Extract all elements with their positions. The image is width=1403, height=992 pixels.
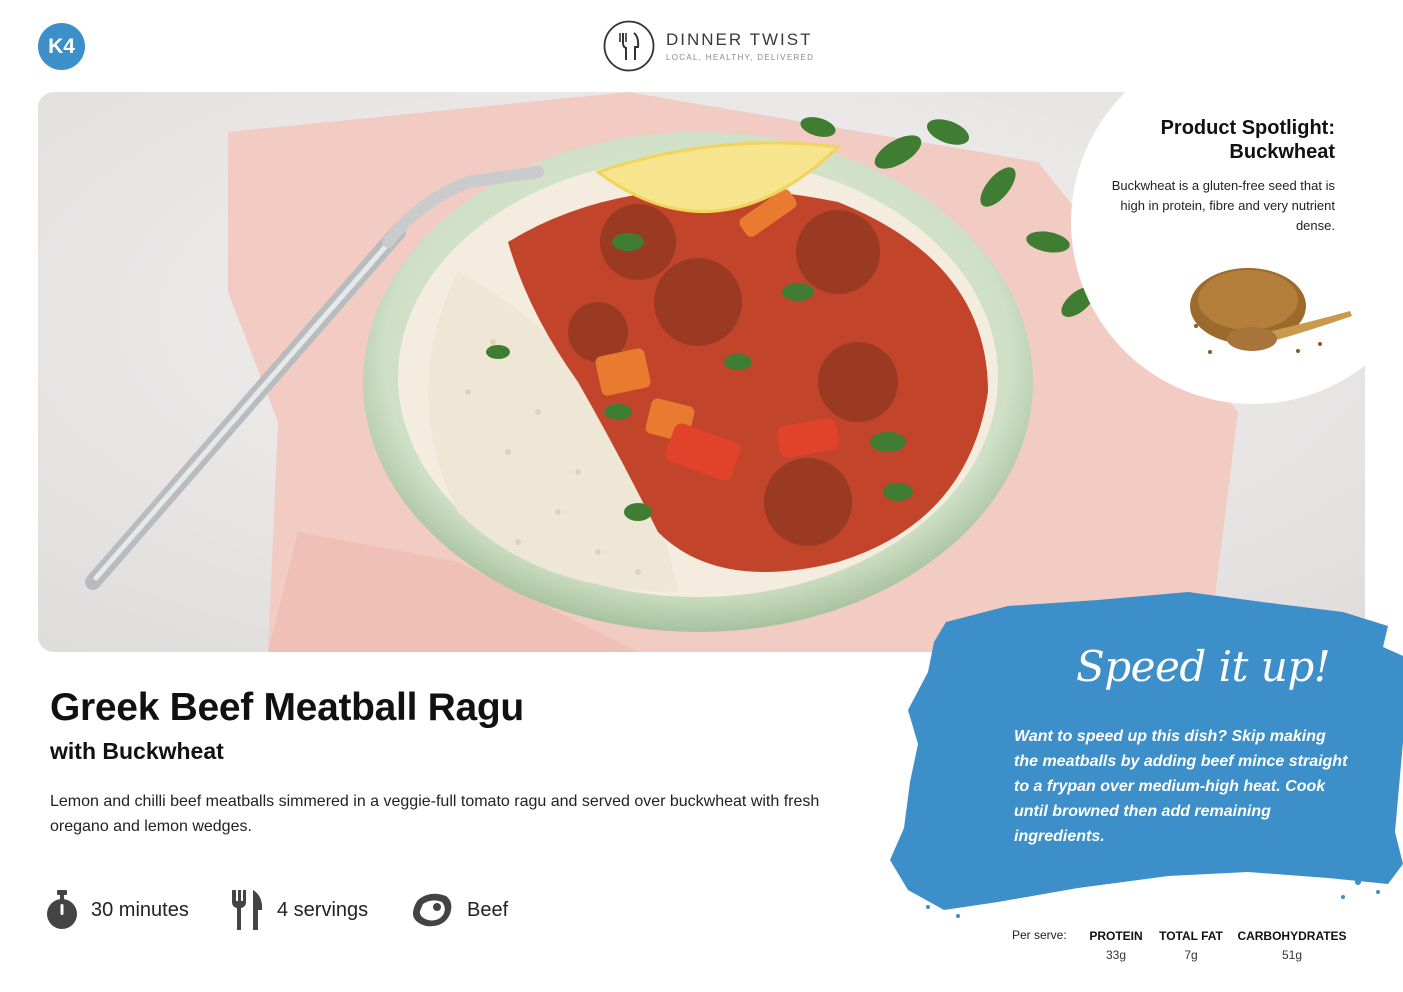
cook-time bbox=[46, 888, 189, 932]
servings-label: 4 servings bbox=[277, 898, 369, 921]
recipe-description: Lemon and chilli beef meatballs simmered in a veggie-full tomato ragu and served over buckwheat with fresh oregano and lemon wedges. bbox=[50, 793, 820, 835]
brand-logo bbox=[603, 20, 814, 72]
cutlery-logo-icon bbox=[603, 20, 655, 72]
recipe-title: Greek Beef Meatball Ragu bbox=[50, 686, 524, 729]
servings bbox=[230, 888, 368, 932]
nutrition-carbohydrates: CARBOHYDRATES 51g bbox=[1237, 929, 1347, 962]
nutrition-protein: PROTEIN 33g bbox=[1089, 929, 1143, 962]
stopwatch-icon bbox=[46, 890, 78, 930]
steak-icon bbox=[410, 890, 454, 930]
spotlight-description: Buckwheat is a gluten-free seed that is high in protein, fibre and very nutrient dense. bbox=[1111, 178, 1335, 233]
protein-type bbox=[410, 888, 508, 932]
brand-tagline: LOCAL, HEALTHY, DELIVERED bbox=[666, 53, 815, 62]
protein-type-label: Beef bbox=[467, 898, 509, 921]
speed-it-up-text: Want to speed up this dish? Skip making the meatballs by adding beef mince straight to a frypan over medium-high heat. Cook until browned then add remaining ingredients. bbox=[1014, 728, 1348, 845]
nutrition-label: Per serve: bbox=[1012, 928, 1067, 942]
recipe-subtitle: with Buckwheat bbox=[50, 738, 224, 764]
buckwheat-image bbox=[1180, 256, 1355, 361]
spotlight-title: Product Spotlight: Buckwheat bbox=[1160, 117, 1335, 163]
cutlery-icon bbox=[230, 890, 264, 930]
nutrition-total-fat: TOTAL FAT 7g bbox=[1159, 929, 1223, 962]
recipe-code-badge: K4 bbox=[38, 23, 85, 70]
cook-time-label: 30 minutes bbox=[91, 898, 189, 921]
brand-name: DINNER TWIST bbox=[666, 30, 813, 49]
speed-it-up-title: Speed it up! bbox=[1076, 642, 1331, 691]
